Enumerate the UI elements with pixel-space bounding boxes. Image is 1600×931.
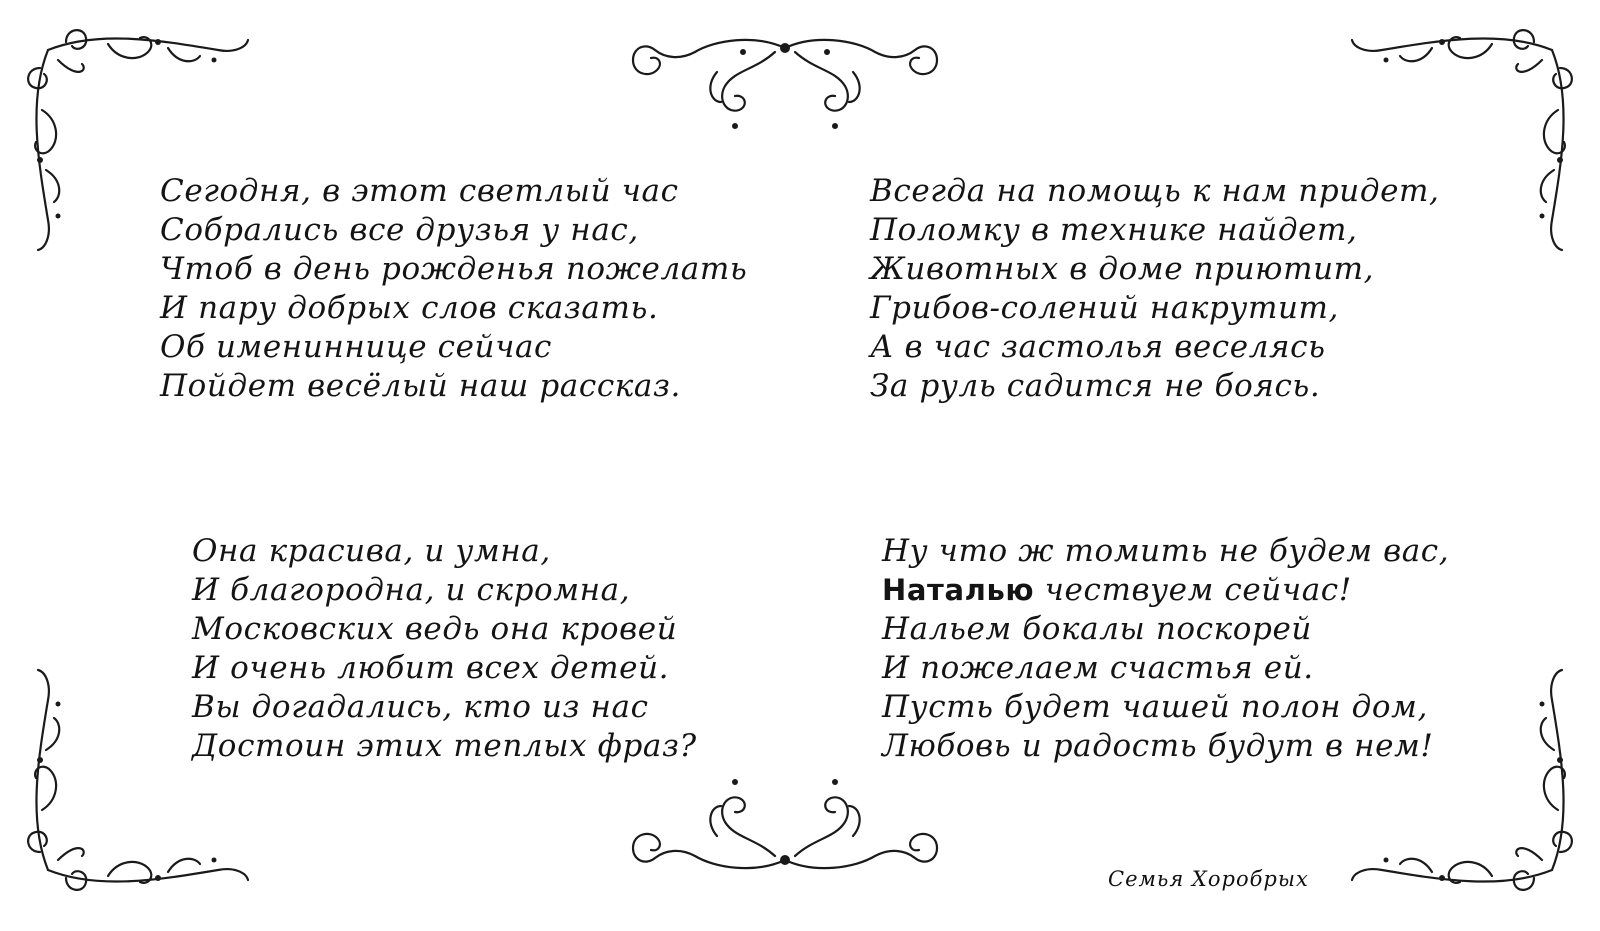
poem-line: И пожелаем счастья ей. — [882, 650, 1314, 686]
poem-line: Пусть будет чашей полон дом, — [882, 689, 1428, 725]
poem-line: Всегда на помощь к нам придет, — [870, 173, 1440, 209]
poem-line: Поломку в технике найдет, — [870, 212, 1358, 248]
poem-line: Вы догадались, кто из нас — [192, 689, 649, 725]
poem-line: Чтоб в день рожденья пожелать — [160, 251, 748, 287]
poem-line: Животных в доме приютит, — [870, 251, 1375, 287]
poem-line: Сегодня, в этот светлый час — [160, 173, 679, 209]
stanza-3 — [192, 532, 697, 766]
poem-line: Достоин этих теплых фраз? — [192, 728, 697, 764]
poem-line: И благородна, и скромна, — [192, 572, 631, 608]
poem-line: А в час застолья веселясь — [870, 329, 1326, 365]
poem-line-rest: чествуем сейчас! — [1034, 572, 1352, 608]
stanza-2 — [870, 172, 1440, 406]
poem-line: Об имениннице сейчас — [160, 329, 553, 365]
poem-line-with-name — [882, 571, 1449, 610]
poem-line: Собрались все друзья у нас, — [160, 212, 639, 248]
flourish-top-center-icon — [625, 30, 945, 130]
poem-line: Ну что ж томить не будем вас, — [882, 533, 1450, 569]
poem-line: И пару добрых слов сказать. — [160, 290, 659, 326]
poem-line: Грибов-солений накрутит, — [870, 290, 1340, 326]
poem-line: За руль садится не боясь. — [870, 368, 1321, 404]
flourish-bottom-center-icon — [625, 778, 945, 878]
poem-line: Пойдет весёлый наш рассказ. — [160, 368, 681, 404]
poem-line: Московских ведь она кровей — [192, 611, 678, 647]
poem-line: Она красива, и умна, — [192, 533, 551, 569]
honoree-name: Наталью — [882, 573, 1035, 607]
poem-line: Любовь и радость будут в нем! — [882, 728, 1434, 764]
stanza-1 — [160, 172, 747, 406]
poem-line: И очень любит всех детей. — [192, 650, 670, 686]
poem-line: Нальем бокалы поскорей — [882, 611, 1312, 647]
signature: Семья Хоробрых — [1108, 867, 1309, 891]
stanza-4 — [882, 532, 1449, 766]
